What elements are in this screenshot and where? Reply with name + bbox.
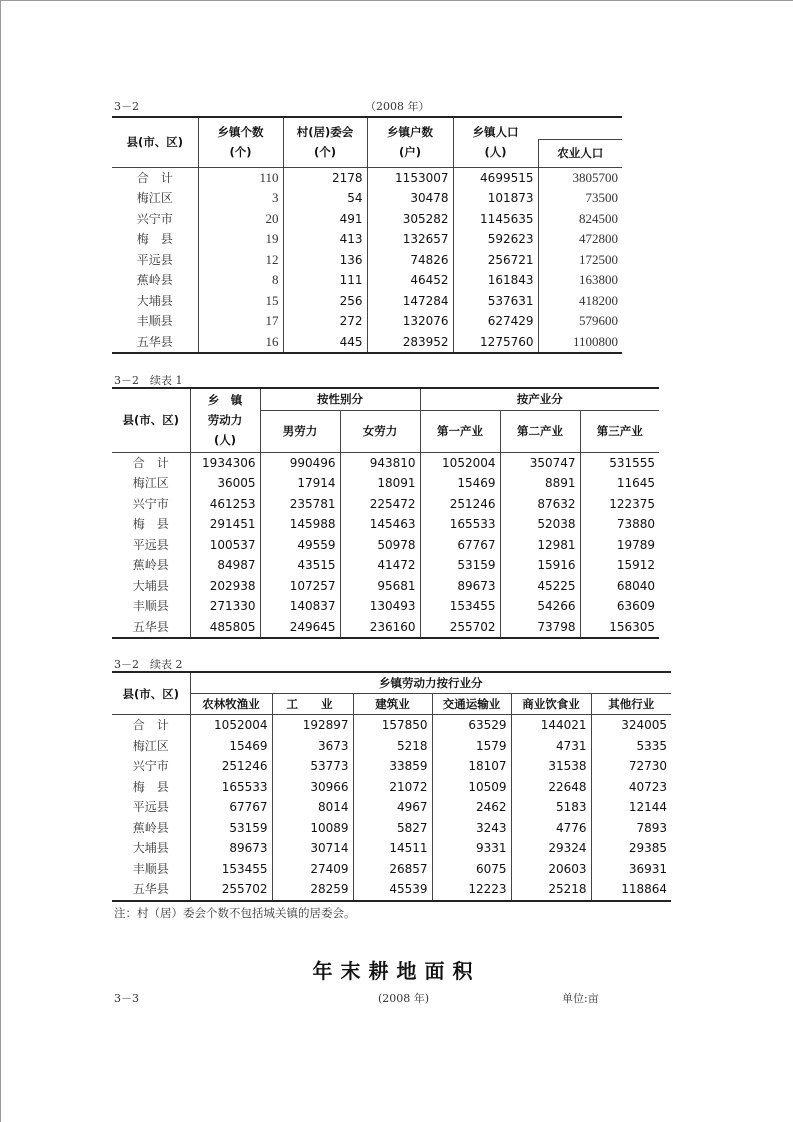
cell-households: 30478 [367, 188, 453, 209]
section-year: (2008 年) [378, 992, 430, 1005]
cell-secondary: 45225 [500, 576, 580, 597]
table-township-overview [112, 116, 622, 354]
table-row [112, 756, 671, 777]
table-row [112, 555, 659, 576]
cell-commerce: 31538 [511, 756, 591, 777]
table-labor-by-sector [112, 671, 671, 902]
cell-population: 101873 [453, 188, 538, 209]
cell-commerce: 5183 [511, 797, 591, 818]
cell-towns: 15 [198, 291, 283, 312]
cell-male: 235781 [260, 494, 340, 515]
cell-transport: 10509 [432, 777, 511, 798]
table-row [112, 452, 659, 473]
cell-towns: 110 [198, 167, 283, 188]
table1-year: （2008 年） [365, 100, 430, 113]
cell-agri: 418200 [538, 291, 622, 312]
cell-towns: 20 [198, 209, 283, 230]
cell-primary: 1052004 [420, 452, 500, 473]
row-label: 平远县 [132, 800, 169, 814]
cell-commerce: 22648 [511, 777, 591, 798]
cell-industry: 3673 [272, 736, 353, 757]
row-label: 丰顺县 [136, 314, 173, 328]
table-row [112, 473, 659, 494]
table-row [112, 291, 622, 312]
table-row [112, 818, 671, 839]
col-header-households [367, 117, 453, 167]
cell-primary: 67767 [420, 535, 500, 556]
cell-secondary: 52038 [500, 514, 580, 535]
row-label: 兴宁市 [132, 496, 169, 511]
cell-construction: 14511 [353, 838, 432, 859]
cell-transport: 3243 [432, 818, 511, 839]
row-label: 平远县 [132, 537, 169, 552]
section-unit: 单位:亩 [562, 992, 599, 1005]
cell-households: 147284 [367, 291, 453, 312]
cell-male: 249645 [260, 617, 340, 639]
cell-agri: 1100800 [538, 332, 622, 354]
table-row [112, 617, 659, 639]
cell-committees: 445 [283, 332, 367, 354]
col-header-towns-unit: (个) [229, 145, 252, 160]
cell-male: 49559 [260, 535, 340, 556]
cell-primary: 153455 [420, 596, 500, 617]
cell-committees: 2178 [283, 167, 367, 188]
col-header-region: 县(市、区) [112, 672, 190, 715]
cell-construction: 45539 [353, 879, 432, 901]
cell-construction: 5827 [353, 818, 432, 839]
cell-other: 12144 [591, 797, 671, 818]
cell-female: 41472 [340, 555, 420, 576]
page-border [0, 0, 793, 1]
cell-other: 5335 [591, 736, 671, 757]
table-row [112, 250, 622, 271]
cell-agri: 67767 [190, 797, 272, 818]
cell-transport: 12223 [432, 879, 511, 901]
cell-other: 40723 [591, 777, 671, 798]
cell-primary: 53159 [420, 555, 500, 576]
cell-industry: 8014 [272, 797, 353, 818]
table-row [112, 576, 659, 597]
row-label: 蕉岭县 [132, 820, 169, 835]
row-label: 五华县 [112, 879, 190, 901]
cell-population: 537631 [453, 291, 538, 312]
cell-other: 118864 [591, 879, 671, 901]
cell-primary: 255702 [420, 617, 500, 639]
cell-committees: 491 [283, 209, 367, 230]
cell-other: 72730 [591, 756, 671, 777]
cell-population: 4699515 [453, 167, 538, 188]
row-label: 梅江区 [132, 738, 169, 753]
cell-transport: 6075 [432, 859, 511, 880]
cell-secondary: 15916 [500, 555, 580, 576]
col-header-region: 县(市、区) [112, 117, 198, 167]
cell-primary: 251246 [420, 494, 500, 515]
col-group-sector: 乡镇劳动力按行业分 [190, 672, 671, 694]
cell-commerce: 4731 [511, 736, 591, 757]
row-label: 平远县 [136, 252, 173, 267]
col-header-committees [283, 117, 367, 167]
cell-towns: 19 [198, 229, 283, 250]
cell-industry: 10089 [272, 818, 353, 839]
cell-female: 50978 [340, 535, 420, 556]
col-header-labor-l2: 劳动力 [207, 413, 243, 428]
row-label: 五华县 [112, 332, 198, 354]
cell-transport: 63529 [432, 715, 511, 736]
cell-industry: 27409 [272, 859, 353, 880]
cell-tertiary: 68040 [580, 576, 659, 597]
col-header-households-unit: (户) [398, 145, 421, 160]
col-header-female: 女劳力 [340, 410, 420, 452]
col-header-commerce: 商业饮食业 [511, 694, 591, 715]
row-label: 梅江区 [132, 476, 169, 490]
table-row [112, 838, 671, 859]
cell-secondary: 350747 [500, 452, 580, 473]
cell-tertiary: 122375 [580, 494, 659, 515]
table-row [112, 188, 622, 209]
row-label: 蕉岭县 [136, 273, 173, 287]
cell-committees: 413 [283, 229, 367, 250]
cell-committees: 272 [283, 311, 367, 332]
cell-primary: 89673 [420, 576, 500, 597]
col-header-agri: 农林牧渔业 [190, 694, 272, 715]
cell-construction: 157850 [353, 715, 432, 736]
cell-labor: 271330 [190, 596, 260, 617]
cell-primary: 165533 [420, 514, 500, 535]
cell-tertiary: 73880 [580, 514, 659, 535]
row-label: 合 计 [132, 455, 169, 470]
cell-towns: 8 [198, 270, 283, 291]
row-label: 大埔县 [136, 293, 173, 308]
cell-labor: 461253 [190, 494, 260, 515]
cell-construction: 33859 [353, 756, 432, 777]
table1-code: 3－2 [114, 100, 139, 113]
cell-population: 1275760 [453, 332, 538, 354]
cell-agri: 163800 [538, 270, 622, 291]
cell-agri: 255702 [190, 879, 272, 901]
cell-transport: 2462 [432, 797, 511, 818]
col-header-primary: 第一产业 [420, 410, 500, 452]
col-header-population-unit: (人) [484, 145, 507, 160]
table-row [112, 229, 622, 250]
row-label: 梅江区 [136, 191, 173, 205]
table-township-labor [112, 387, 659, 639]
cell-female: 236160 [340, 617, 420, 639]
col-header-labor-l3: (人) [213, 433, 236, 448]
cell-agri: 579600 [538, 311, 622, 332]
cell-primary: 15469 [420, 473, 500, 494]
row-label: 丰顺县 [132, 599, 169, 613]
col-header-other: 其他行业 [591, 694, 671, 715]
cell-male: 140837 [260, 596, 340, 617]
cell-towns: 12 [198, 250, 283, 271]
cell-male: 43515 [260, 555, 340, 576]
table-row [112, 270, 622, 291]
cell-population: 592623 [453, 229, 538, 250]
cell-committees: 136 [283, 250, 367, 271]
col-header-committees-label: 村(居)委会 [296, 125, 354, 140]
table-row [112, 736, 671, 757]
row-label: 大埔县 [132, 841, 169, 855]
row-label: 合 计 [132, 718, 169, 732]
cell-tertiary: 63609 [580, 596, 659, 617]
cell-construction: 26857 [353, 859, 432, 880]
cell-tertiary: 19789 [580, 535, 659, 556]
cell-households: 74826 [367, 250, 453, 271]
cell-agri: 165533 [190, 777, 272, 798]
cell-labor: 84987 [190, 555, 260, 576]
col-header-labor [190, 388, 260, 452]
row-label: 丰顺县 [132, 861, 169, 876]
table-row [112, 879, 671, 901]
table-row [112, 311, 622, 332]
cell-male: 107257 [260, 576, 340, 597]
table-row [112, 535, 659, 556]
cell-labor: 291451 [190, 514, 260, 535]
table-row [112, 797, 671, 818]
cell-industry: 192897 [272, 715, 353, 736]
cell-agri: 53159 [190, 818, 272, 839]
cell-agri: 472800 [538, 229, 622, 250]
cell-households: 305282 [367, 209, 453, 230]
table-row [112, 494, 659, 515]
col-header-construction: 建筑业 [353, 694, 432, 715]
cell-male: 17914 [260, 473, 340, 494]
table2-code: 3－2 续表 1 [114, 374, 183, 387]
cell-construction: 5218 [353, 736, 432, 757]
cell-secondary: 8891 [500, 473, 580, 494]
table-footnote: 注：村（居）委会个数不包括城关镇的居委会。 [114, 906, 356, 920]
cell-industry: 53773 [272, 756, 353, 777]
cell-towns: 17 [198, 311, 283, 332]
section-title: 年末耕地面积 [312, 959, 481, 983]
cell-households: 283952 [367, 332, 453, 354]
col-header-labor-l1: 乡 镇 [207, 393, 243, 408]
cell-towns: 16 [198, 332, 283, 354]
table-row [112, 859, 671, 880]
cell-tertiary: 531555 [580, 452, 659, 473]
row-label: 合 计 [136, 170, 173, 185]
cell-labor: 202938 [190, 576, 260, 597]
cell-female: 145463 [340, 514, 420, 535]
col-header-agri-population: 农业人口 [538, 139, 622, 167]
row-label: 梅 县 [132, 517, 169, 531]
cell-agri: 1052004 [190, 715, 272, 736]
cell-female: 225472 [340, 494, 420, 515]
col-header-committees-unit: (个) [313, 145, 336, 160]
cell-commerce: 25218 [511, 879, 591, 901]
cell-secondary: 54266 [500, 596, 580, 617]
table-row [112, 514, 659, 535]
table-row [112, 596, 659, 617]
col-header-population-label: 乡镇人口 [472, 125, 519, 140]
cell-agri: 172500 [538, 250, 622, 271]
row-label: 蕉岭县 [132, 558, 169, 572]
cell-agri: 251246 [190, 756, 272, 777]
cell-commerce: 4776 [511, 818, 591, 839]
cell-female: 943810 [340, 452, 420, 473]
cell-commerce: 20603 [511, 859, 591, 880]
cell-secondary: 73798 [500, 617, 580, 639]
col-header-towns-label: 乡镇个数 [217, 125, 264, 140]
table-row [112, 209, 622, 230]
cell-households: 46452 [367, 270, 453, 291]
cell-population: 1145635 [453, 209, 538, 230]
cell-construction: 21072 [353, 777, 432, 798]
cell-agri: 89673 [190, 838, 272, 859]
cell-towns: 3 [198, 188, 283, 209]
cell-population: 161843 [453, 270, 538, 291]
cell-labor: 36005 [190, 473, 260, 494]
cell-other: 36931 [591, 859, 671, 880]
cell-secondary: 87632 [500, 494, 580, 515]
cell-committees: 256 [283, 291, 367, 312]
col-group-by-industry: 按产业分 [420, 388, 659, 410]
cell-industry: 30966 [272, 777, 353, 798]
col-group-by-gender: 按性别分 [260, 388, 420, 410]
col-header-blank [538, 117, 622, 139]
col-header-region: 县(市、区) [112, 388, 190, 452]
section-code: 3－3 [114, 992, 139, 1005]
col-header-population [453, 117, 538, 167]
cell-transport: 1579 [432, 736, 511, 757]
table3-code: 3－2 续表 2 [114, 658, 183, 671]
cell-agri: 73500 [538, 188, 622, 209]
cell-tertiary: 15912 [580, 555, 659, 576]
cell-construction: 4967 [353, 797, 432, 818]
cell-female: 95681 [340, 576, 420, 597]
cell-commerce: 29324 [511, 838, 591, 859]
row-label: 梅 县 [136, 232, 173, 246]
cell-labor: 485805 [190, 617, 260, 639]
cell-tertiary: 11645 [580, 473, 659, 494]
cell-population: 256721 [453, 250, 538, 271]
cell-commerce: 144021 [511, 715, 591, 736]
cell-committees: 111 [283, 270, 367, 291]
cell-agri: 15469 [190, 736, 272, 757]
cell-households: 1153007 [367, 167, 453, 188]
cell-other: 29385 [591, 838, 671, 859]
cell-industry: 28259 [272, 879, 353, 901]
table-row [112, 715, 671, 736]
col-header-tertiary: 第三产业 [580, 410, 659, 452]
cell-committees: 54 [283, 188, 367, 209]
row-label: 兴宁市 [136, 211, 173, 226]
col-header-households-label: 乡镇户数 [387, 125, 433, 140]
cell-labor: 1934306 [190, 452, 260, 473]
row-label: 五华县 [112, 617, 190, 639]
table-row [112, 332, 622, 354]
row-label: 梅 县 [132, 779, 169, 794]
cell-other: 324005 [591, 715, 671, 736]
cell-secondary: 12981 [500, 535, 580, 556]
col-header-male: 男劳力 [260, 410, 340, 452]
cell-households: 132076 [367, 311, 453, 332]
cell-agri: 3805700 [538, 167, 622, 188]
cell-tertiary: 156305 [580, 617, 659, 639]
page-border [0, 0, 1, 1122]
cell-transport: 9331 [432, 838, 511, 859]
cell-agri: 824500 [538, 209, 622, 230]
cell-male: 145988 [260, 514, 340, 535]
cell-agri: 153455 [190, 859, 272, 880]
col-header-industry: 工 业 [272, 694, 353, 715]
row-label: 大埔县 [132, 578, 169, 593]
cell-other: 7893 [591, 818, 671, 839]
cell-female: 18091 [340, 473, 420, 494]
cell-labor: 100537 [190, 535, 260, 556]
cell-households: 132657 [367, 229, 453, 250]
row-label: 兴宁市 [132, 759, 169, 773]
cell-population: 627429 [453, 311, 538, 332]
cell-male: 990496 [260, 452, 340, 473]
cell-industry: 30714 [272, 838, 353, 859]
col-header-transport: 交通运输业 [432, 694, 511, 715]
cell-female: 130493 [340, 596, 420, 617]
col-header-secondary: 第二产业 [500, 410, 580, 452]
col-header-towns [198, 117, 283, 167]
table-row [112, 167, 622, 188]
table-row [112, 777, 671, 798]
cell-transport: 18107 [432, 756, 511, 777]
